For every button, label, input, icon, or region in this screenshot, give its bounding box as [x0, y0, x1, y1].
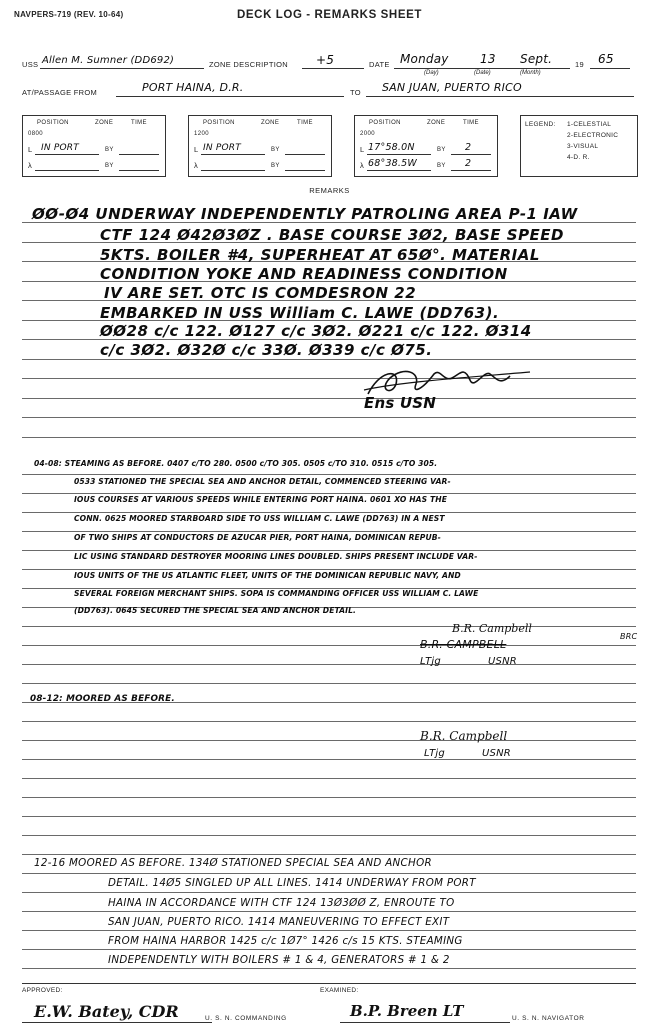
longitude-by-field[interactable] [451, 170, 491, 171]
entry-line: 04-08: STEAMING AS BEFORE. 0407 c/TO 280. 0500 c/TO 305. 0505 c/TO 310. 0515 c/TO 305. [34, 459, 438, 468]
entry-2-service: USNR [488, 656, 517, 667]
ruled-line [22, 873, 636, 874]
entry-line: OF TWO SHIPS AT CONDUCTORS DE AZUCAR PIER, PORT HAINA, DOMINICAN REPUB- [74, 533, 441, 542]
latitude-symbol: L [360, 145, 365, 154]
ruled-line [22, 854, 636, 855]
ruled-line [22, 816, 636, 817]
month-value: Sept. [520, 52, 553, 66]
legend-item: 4-D. R. [567, 154, 590, 161]
ruled-line [22, 437, 636, 438]
entry-line: LIC USING STANDARD DESTROYER MOORING LINES DOUBLED. SHIPS PRESENT INCLUDE VAR- [74, 552, 478, 561]
longitude-by-value: 2 [465, 158, 472, 169]
footer-divider [22, 983, 636, 984]
col-time: TIME [131, 120, 147, 126]
longitude-field[interactable] [201, 170, 265, 171]
position-box-1200 [188, 115, 332, 177]
form-number: NAVPERS-719 (REV. 10-64) [14, 10, 124, 19]
latitude-value: IN PORT [203, 143, 241, 153]
longitude-symbol: λ [194, 161, 199, 170]
ruled-line [22, 778, 636, 779]
position-time: 2000 [360, 131, 375, 137]
latitude-by-field[interactable] [285, 154, 325, 155]
ruled-line [22, 569, 636, 570]
entry-line: SEVERAL FOREIGN MERCHANT SHIPS. SOPA IS COMMANDING OFFICER USS WILLIAM C. LAWE [74, 589, 479, 598]
ruled-line [22, 968, 636, 969]
entry-line: ØØ-Ø4 UNDERWAY INDEPENDENTLY PATROLING AREA P-1 IAW [32, 205, 578, 223]
passage-to-label: TO [350, 88, 361, 97]
month-sublabel: (Month) [520, 70, 541, 76]
entry-line: 0533 STATIONED THE SPECIAL SEA AND ANCHOR DETAIL, COMMENCED STEERING VAR- [74, 477, 451, 486]
col-time: TIME [297, 120, 313, 126]
entry-line: 08-12: MOORED AS BEFORE. [30, 694, 175, 704]
col-position: POSITION [37, 120, 69, 126]
entry-line: ØØ28 c/c 122. Ø127 c/c 3Ø2. Ø221 c/c 122. Ø314 [100, 322, 532, 340]
entry-line: CONN. 0625 MOORED STARBOARD SIDE TO USS WILLIAM C. LAWE (DD763) IN A NEST [74, 514, 445, 523]
uss-label: USS [22, 60, 39, 69]
ruled-line [22, 797, 636, 798]
latitude-by-field[interactable] [119, 154, 159, 155]
entry-line: IV ARE SET. OTC IS COMDESRON 22 [104, 284, 417, 302]
entry-line: IOUS UNITS OF THE US ATLANTIC FLEET, UNITS OF THE DOMINICAN REPUBLIC NAVY, AND [74, 571, 461, 580]
col-time: TIME [463, 120, 479, 126]
longitude-value: 68°38.5W [368, 158, 417, 169]
entry-line: FROM HAINA HARBOR 1425 c/c 1Ø7° 1426 c/s 15 KTS. STEAMING [108, 935, 463, 947]
ship-name-field[interactable] [40, 55, 204, 69]
latitude-value: IN PORT [41, 143, 79, 153]
year-prefix: 19 [575, 60, 584, 69]
legend-item: 2-ELECTRONIC [567, 132, 619, 139]
zone-field[interactable] [302, 53, 364, 69]
year-value: 65 [598, 52, 614, 66]
ruled-line [22, 835, 636, 836]
passage-from-label: AT/PASSAGE FROM [22, 88, 98, 97]
ship-name: Allen M. Sumner (DD692) [42, 55, 175, 66]
ruled-line [22, 531, 636, 532]
ruled-line [22, 949, 636, 950]
ruled-line [22, 417, 636, 418]
longitude-symbol: λ [360, 161, 365, 170]
legend-item: 3-VISUAL [567, 143, 599, 150]
approved-signature: E.W. Batey, CDR [34, 1002, 179, 1021]
by-label: BY [271, 147, 280, 153]
entry-line: (DD763). 0645 SECURED THE SPECIAL SEA AND ANCHOR DETAIL. [74, 606, 356, 615]
position-time: 0800 [28, 131, 43, 137]
ruled-line [22, 892, 636, 893]
examined-signature: B.P. Breen LT [350, 1002, 464, 1020]
entry-3-signature: B.R. Campbell [420, 729, 508, 743]
entry-line: IOUS COURSES AT VARIOUS SPEEDS WHILE ENTERING PORT HAINA. 0601 XO HAS THE [74, 495, 447, 504]
latitude-by-value: 2 [465, 142, 472, 153]
longitude-by-field[interactable] [119, 170, 159, 171]
passage-to-value: SAN JUAN, PUERTO RICO [382, 81, 522, 94]
ruled-line [22, 911, 636, 912]
entry-1-rank: Ens USN [364, 394, 437, 412]
position-box-2000 [354, 115, 498, 177]
ruled-line [22, 398, 636, 399]
approved-signature-line[interactable] [22, 1022, 212, 1023]
entry-2-signature: B.R. Campbell [452, 622, 532, 635]
zone-description-label: ZONE DESCRIPTION [209, 60, 288, 69]
entry-2-initials: BRC [620, 632, 638, 641]
zone-value: +5 [316, 53, 335, 67]
col-zone: ZONE [95, 120, 114, 126]
entry-3-rank: LTjg [424, 748, 445, 759]
col-position: POSITION [369, 120, 401, 126]
commanding-label: U. S. N. COMMANDING [205, 1015, 287, 1022]
entry-3-service: USNR [482, 748, 511, 759]
ruled-line [22, 512, 636, 513]
page-title: DECK LOG - REMARKS SHEET [237, 9, 422, 21]
latitude-field[interactable] [35, 154, 99, 155]
ruled-line [22, 474, 636, 475]
ruled-line [22, 378, 636, 379]
by-label: BY [105, 147, 114, 153]
ruled-line [22, 759, 636, 760]
longitude-field[interactable] [367, 170, 431, 171]
ruled-line [22, 740, 636, 741]
ruled-line [22, 645, 636, 646]
entry-line: INDEPENDENTLY WITH BOILERS # 1 & 4, GENERATORS # 1 & 2 [108, 954, 450, 966]
longitude-by-field[interactable] [285, 170, 325, 171]
by-label: BY [105, 163, 114, 169]
entry-line: EMBARKED IN USS William C. LAWE (DD763). [100, 304, 500, 322]
ruled-line [22, 683, 636, 684]
day-sublabel: (Day) [424, 70, 439, 76]
ruled-line [22, 930, 636, 931]
entry-2-printed-name: B.R. CAMPBELL [420, 638, 507, 651]
col-position: POSITION [203, 120, 235, 126]
entry-line: SAN JUAN, PUERTO RICO. 1414 MANEUVERING TO EFFECT EXIT [108, 916, 450, 928]
latitude-symbol: L [194, 145, 199, 154]
legend-box [520, 115, 638, 177]
latitude-field[interactable] [201, 154, 265, 155]
by-label: BY [437, 147, 446, 153]
ruled-line [22, 626, 636, 627]
legend-item: 1-CELESTIAL [567, 121, 612, 128]
navigator-label: U. S. N. NAVIGATOR [512, 1015, 585, 1022]
by-label: BY [271, 163, 280, 169]
examined-label: EXAMINED: [320, 987, 359, 994]
date-field[interactable] [394, 52, 570, 69]
entry-line: 12-16 MOORED AS BEFORE. 134Ø STATIONED SPECIAL SEA AND ANCHOR [34, 857, 432, 869]
entry-line: c/c 3Ø2. Ø32Ø c/c 33Ø. Ø339 c/c Ø75. [100, 341, 433, 359]
entry-line: DETAIL. 14Ø5 SINGLED UP ALL LINES. 1414 UNDERWAY FROM PORT [108, 877, 476, 889]
latitude-by-field[interactable] [451, 154, 491, 155]
by-label: BY [437, 163, 446, 169]
latitude-field[interactable] [367, 154, 431, 155]
entry-line: 5KTS. BOILER #4, SUPERHEAT AT 65Ø°. MATERIAL [100, 246, 540, 264]
ruled-line [22, 664, 636, 665]
entry-2-rank: LTjg [420, 656, 441, 667]
passage-from-field[interactable] [116, 81, 344, 97]
date-value: 13 [480, 52, 496, 66]
position-time: 1200 [194, 131, 209, 137]
date-label: DATE [369, 60, 390, 69]
entry-line: HAINA IN ACCORDANCE WITH CTF 124 13Ø3ØØ Z, ENROUTE TO [108, 897, 455, 909]
year-field[interactable] [590, 52, 630, 69]
passage-from-value: PORT HAINA, D.R. [142, 81, 244, 94]
entry-line: CONDITION YOKE AND READINESS CONDITION [100, 265, 508, 283]
latitude-value: 17°58.0N [368, 142, 415, 153]
legend-title: LEGEND: [525, 121, 556, 128]
latitude-symbol: L [28, 145, 33, 154]
longitude-field[interactable] [35, 170, 99, 171]
date-sublabel: (Date) [474, 70, 491, 76]
approved-label: APPROVED: [22, 987, 63, 994]
passage-to-field[interactable] [366, 81, 634, 97]
position-box-0800 [22, 115, 166, 177]
longitude-symbol: λ [28, 161, 33, 170]
col-zone: ZONE [427, 120, 446, 126]
day-value: Monday [400, 52, 449, 66]
examined-signature-line[interactable] [340, 1022, 510, 1023]
ruled-line [22, 493, 636, 494]
ruled-line [22, 550, 636, 551]
ruled-line [22, 359, 636, 360]
ruled-line [22, 721, 636, 722]
entry-line: CTF 124 Ø42Ø3ØZ . BASE COURSE 3Ø2, BASE SPEED [100, 226, 565, 244]
remarks-heading: REMARKS [309, 186, 350, 195]
col-zone: ZONE [261, 120, 280, 126]
